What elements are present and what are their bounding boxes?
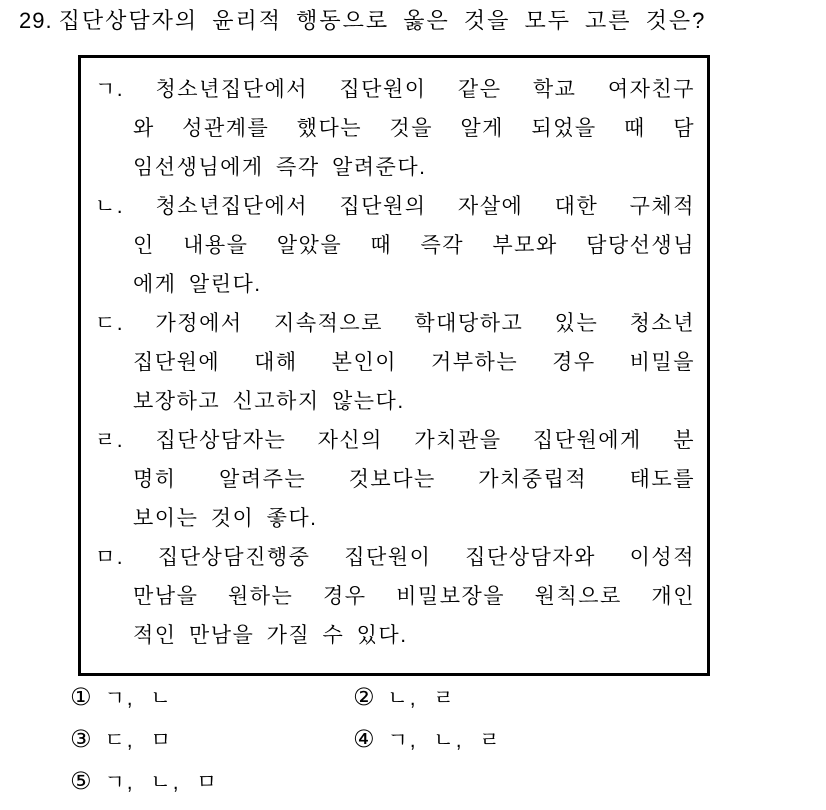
box-item-rieul	[81, 421, 707, 538]
question-number: 29.	[19, 8, 53, 33]
choice-5-label: ㄱ, ㄴ, ㅁ	[104, 771, 219, 794]
item-line: 에게 알린다.	[133, 273, 262, 296]
item-line: 명히 알려주는 것보다는 가치중립적 태도를	[133, 468, 695, 491]
choice-5	[70, 768, 353, 797]
choice-1-label: ㄱ, ㄴ	[104, 687, 173, 710]
question-title	[19, 6, 706, 36]
item-line: 인 내용을 알았을 때 즉각 부모와 담당선생님	[133, 234, 695, 257]
box-item-nieun	[81, 187, 707, 304]
choice-4-number: ④	[353, 726, 375, 753]
item-line	[81, 70, 707, 109]
item-marker: ㄱ.	[95, 78, 125, 101]
item-marker: ㄴ.	[95, 195, 125, 218]
item-line: 와 성관계를 했다는 것을 알게 되었을 때 담	[133, 117, 695, 140]
item-text: 청소년집단에서 집단원의 자살에 대한 구체적	[155, 195, 695, 218]
item-line: 적인 만남을 가질 수 있다.	[133, 624, 408, 647]
choice-2	[353, 684, 502, 713]
item-marker: ㅁ.	[95, 546, 125, 569]
choice-4-label: ㄱ, ㄴ, ㄹ	[387, 729, 502, 752]
question-title-text: 집단상담자의 윤리적 행동으로 옳은 것을 모두 고른 것은?	[58, 8, 707, 33]
choice-5-number: ⑤	[70, 768, 92, 795]
item-marker: ㄷ.	[95, 312, 125, 335]
item-text: 청소년집단에서 집단원이 같은 학교 여자친구	[155, 78, 695, 101]
choice-4	[353, 726, 502, 755]
box-item-digeut	[81, 304, 707, 421]
choice-3-number: ③	[70, 726, 92, 753]
item-line: 집단원에 대해 본인이 거부하는 경우 비밀을	[133, 351, 695, 374]
choice-2-number: ②	[353, 684, 375, 711]
item-line	[81, 187, 707, 226]
choice-1-number: ①	[70, 684, 92, 711]
choice-2-label: ㄴ, ㄹ	[387, 687, 456, 710]
item-line: 만남을 원하는 경우 비밀보장을 원칙으로 개인	[133, 585, 695, 608]
item-line: 보이는 것이 좋다.	[133, 507, 318, 530]
item-line	[81, 304, 707, 343]
item-text: 가정에서 지속적으로 학대당하고 있는 청소년	[155, 312, 695, 335]
item-line	[81, 538, 707, 577]
question-box	[78, 55, 710, 676]
choice-3-label: ㄷ, ㅁ	[104, 729, 173, 752]
box-item-mieum	[81, 538, 707, 655]
box-item-giyeok	[81, 70, 707, 187]
item-text: 집단상담자는 자신의 가치관을 집단원에게 분	[155, 429, 695, 452]
item-line: 보장하고 신고하지 않는다.	[133, 390, 405, 413]
choice-1	[70, 684, 353, 713]
item-line	[81, 421, 707, 460]
item-text: 집단상담진행중 집단원이 집단상담자와 이성적	[157, 546, 695, 569]
item-line: 임선생님에게 즉각 알려준다.	[133, 156, 427, 179]
choice-3	[70, 726, 353, 755]
item-marker: ㄹ.	[95, 429, 125, 452]
answer-choices	[70, 684, 502, 810]
